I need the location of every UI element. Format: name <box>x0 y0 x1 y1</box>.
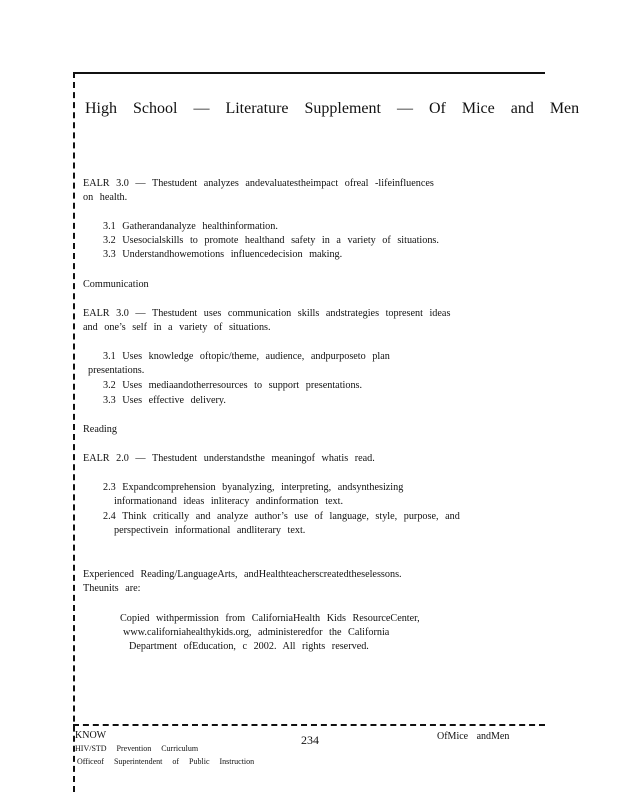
bottom-rule <box>73 724 545 726</box>
footer-know: KNOW <box>75 730 107 741</box>
copyright-line-2: www.californiahealthykids.org, administeredfor the California <box>123 627 390 638</box>
top-rule <box>73 72 545 74</box>
reading-item-2-4-line-2: perspectivein informational andliterary text. <box>114 525 306 536</box>
health-ealr-line-2: on health. <box>83 192 128 203</box>
footer-right-title: OfMice andMen <box>437 731 510 742</box>
communication-item-3-1-line-2: presentations. <box>88 365 145 376</box>
health-item-3-3: 3.3 Understandhowemotions influencedecision making. <box>103 249 343 260</box>
copyright-line-3: Department ofEducation, c 2002. All rights reserved. <box>129 641 369 652</box>
credits-line-1: Experienced Reading/LanguageArts, andHealthteacherscreatedtheselessons. <box>83 569 402 580</box>
health-ealr-line-1: EALR 3.0 — Thestudent analyzes andevaluatestheimpact ofreal -lifeinfluences <box>83 178 434 189</box>
left-margin-rule <box>73 72 75 792</box>
footer-office: Officeof Superintendent of Public Instruction <box>77 757 255 766</box>
copyright-line-1: Copied withpermission from CaliforniaHealth Kids ResourceCenter, <box>120 613 420 624</box>
page-number: 234 <box>301 733 319 747</box>
reading-heading: Reading <box>83 424 117 435</box>
communication-heading: Communication <box>83 279 149 290</box>
reading-item-2-3-line-2: informationand ideas inliteracy andinformation text. <box>114 496 344 507</box>
credits-line-2: Theunits are: <box>83 583 141 594</box>
reading-ealr: EALR 2.0 — Thestudent understandsthe meaningof whatis read. <box>83 453 375 464</box>
reading-item-2-3-line-1: 2.3 Expandcomprehension byanalyzing, interpreting, andsynthesizing <box>103 482 404 493</box>
health-item-3-1: 3.1 Gatherandanalyze healthinformation. <box>103 221 278 232</box>
communication-ealr-line-1: EALR 3.0 — Thestudent uses communication skills andstrategies topresent ideas <box>83 308 451 319</box>
page-title: High School — Literature Supplement — Of Mice and Men <box>85 100 580 117</box>
communication-ealr-line-2: and one’s self in a variety of situations. <box>83 322 271 333</box>
reading-item-2-4-line-1: 2.4 Think critically and analyze author’s use of language, style, purpose, and <box>103 511 460 522</box>
communication-item-3-3: 3.3 Uses effective delivery. <box>103 395 226 406</box>
footer-hivstd: HIV/STD Prevention Curriculum <box>75 744 199 753</box>
health-item-3-2: 3.2 Usesocialskills to promote healthand safety in a variety of situations. <box>103 235 439 246</box>
communication-item-3-1-line-1: 3.1 Uses knowledge oftopic/theme, audience, andpurposeto plan <box>103 351 390 362</box>
communication-item-3-2: 3.2 Uses mediaandotherresources to support presentations. <box>103 380 363 391</box>
